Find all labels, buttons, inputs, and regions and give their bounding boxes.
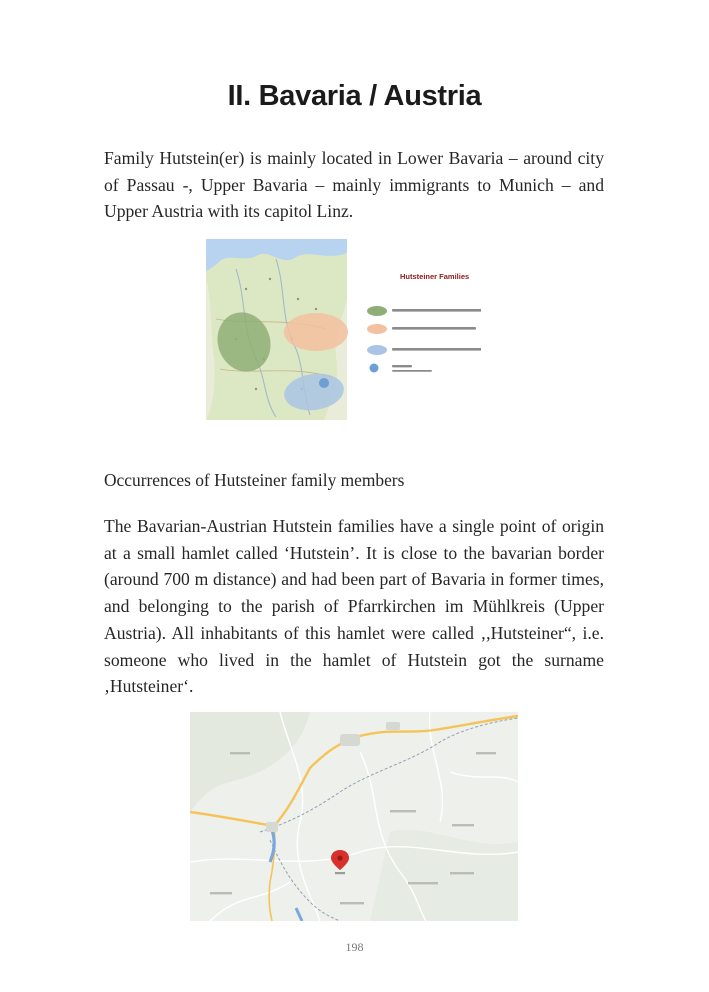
germany-distribution-map [206,239,481,420]
page-number: 198 [345,940,364,954]
hutstein-location-map [190,712,518,921]
intro-paragraph: Family Hutstein(er) is mainly located in Lower Bavaria – around city of Passau -, Upper Bavaria – mainly immigrants to Munich – and Upper Austria with its capitol Linz. [104,148,604,222]
map-legend-title: Hutsteiner Families [400,272,470,281]
section-subheading: Occurrences of Hutsteiner family members [104,470,405,490]
origin-paragraph: The Bavarian-Austrian Hutstein families have a single point of origin at a small hamlet called ‘Hutstein’. It is close to the bavarian border (around 700 m distance) and had been part of Bavaria in former times, and belonging to the parish of Pfarrkirchen im Mühlkreis (Upper Austria). All inhabitants of this hamlet were called ‚,Hutsteiner“, i.e. someone who lived in the hamlet of Hutstein got the surname ‚Hutsteiner‘. [104,516,604,697]
page-title: II. Bavaria / Austria [227,80,482,112]
